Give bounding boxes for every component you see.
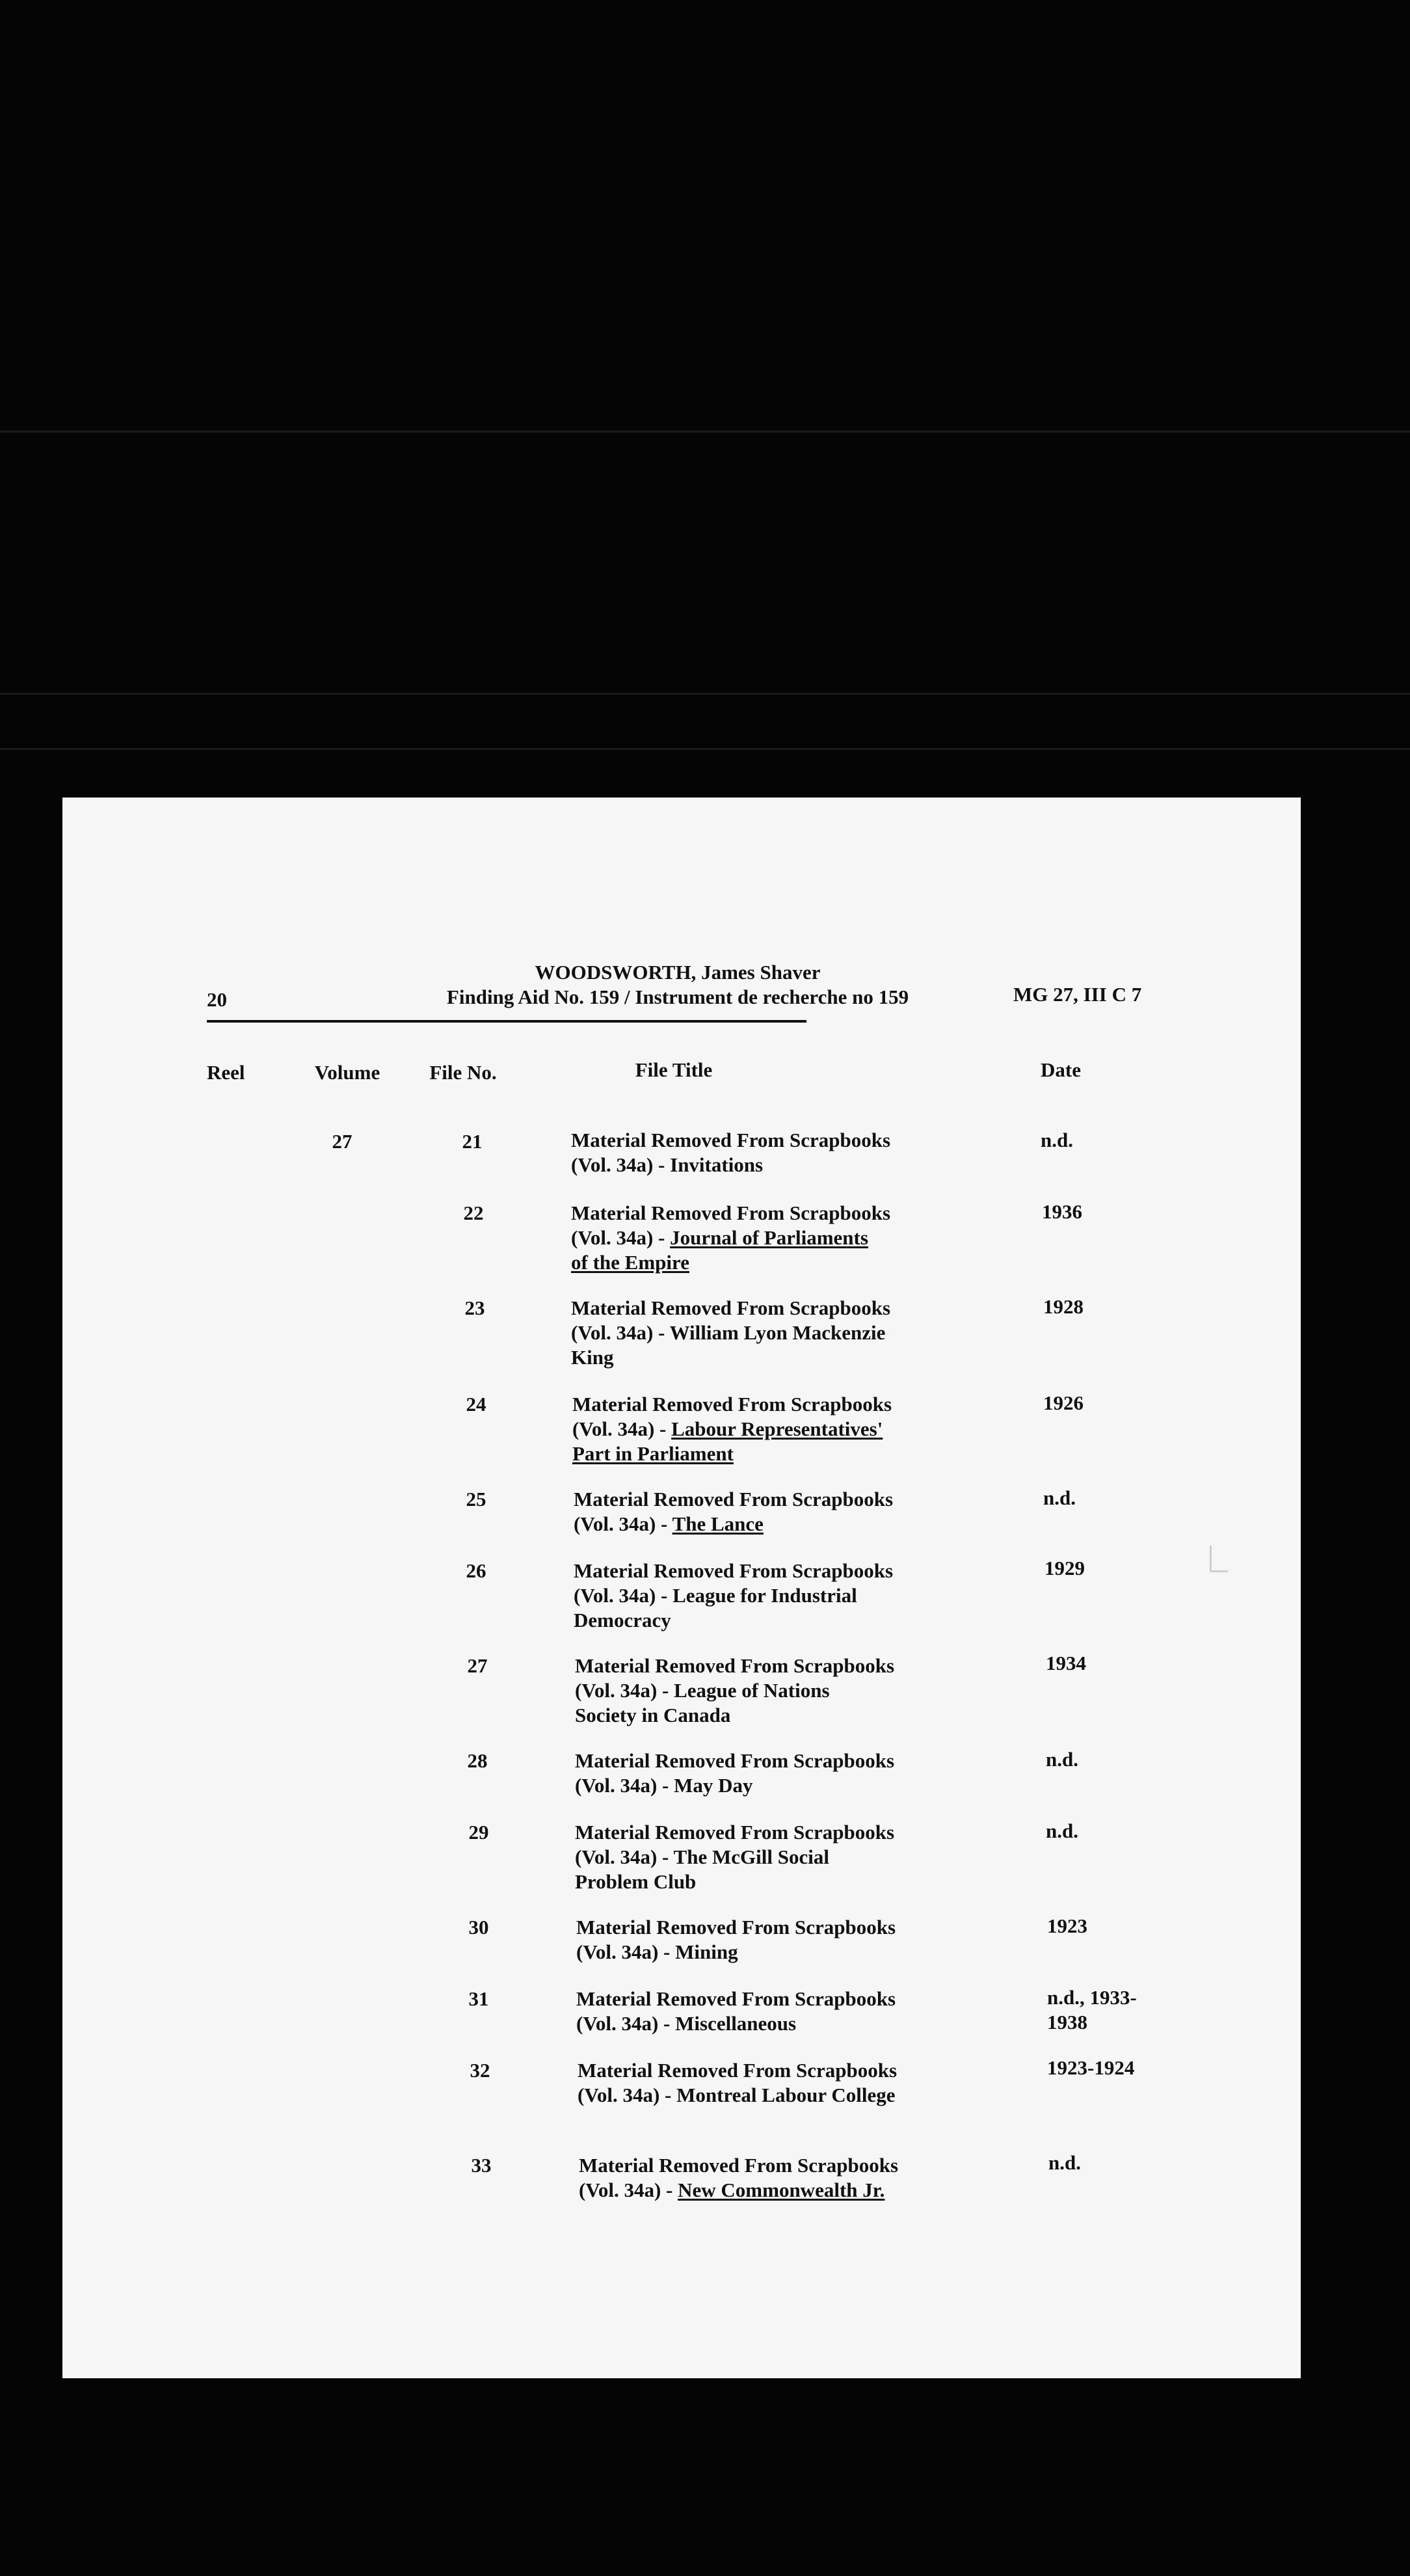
file-no-cell: 23	[464, 1296, 485, 1319]
scan-artifact-line	[0, 431, 1410, 433]
reference-code: MG 27, III C 7	[1013, 983, 1142, 1006]
file-title-line: Material Removed From Scrapbooks	[576, 1916, 896, 1939]
file-title-line: Democracy	[574, 1609, 671, 1631]
file-title-cell	[579, 2153, 943, 2203]
scan-mark	[1210, 1546, 1212, 1572]
file-title-line: Problem Club	[575, 1870, 697, 1893]
file-title-prefix: (Vol. 34a) -	[572, 1417, 672, 1440]
file-title-line: Material Removed From Scrapbooks	[575, 1821, 895, 1844]
date-cell: 1936	[1042, 1200, 1082, 1223]
scan-artifact-line	[0, 693, 1410, 695]
file-no-cell: 24	[466, 1393, 486, 1415]
document-name: WOODSWORTH, James Shaver	[535, 961, 821, 984]
date-cell: 1923	[1047, 1914, 1087, 1937]
date-cell: 1934	[1046, 1652, 1086, 1674]
date-cell	[1047, 1985, 1137, 2035]
file-title-line: (Vol. 34a) - Montreal Labour College	[578, 2084, 896, 2106]
publication-title-continued: of the Empire	[571, 1251, 689, 1274]
file-title-cell	[575, 1654, 939, 1728]
finding-aid-title: Finding Aid No. 159 / Instrument de recherche no 159	[446, 986, 909, 1008]
file-title-line: King	[571, 1346, 614, 1369]
file-title-line: Material Removed From Scrapbooks	[571, 1201, 891, 1224]
document-page	[62, 798, 1301, 2378]
date-cell: 1926	[1043, 1391, 1084, 1414]
file-no-cell: 33	[471, 2154, 492, 2177]
file-title-line: Material Removed From Scrapbooks	[574, 1559, 894, 1582]
column-header-volume: Volume	[314, 1061, 380, 1084]
file-title-line: (Vol. 34a) - Miscellaneous	[576, 2012, 797, 2035]
column-header-file-no: File No.	[429, 1061, 497, 1084]
date-cell: n.d.	[1046, 1748, 1078, 1771]
file-title-line: (Vol. 34a) - League for Industrial	[574, 1584, 857, 1607]
file-title-cell	[571, 1128, 935, 1177]
volume-cell: 27	[332, 1130, 352, 1153]
file-no-cell: 29	[468, 1821, 489, 1844]
column-header-file-title: File Title	[635, 1058, 713, 1081]
publication-title: Journal of Parliaments	[670, 1226, 868, 1249]
file-title-line: (Vol. 34a) - The McGill Social	[575, 1845, 829, 1868]
file-title-line	[571, 1226, 935, 1250]
file-no-cell: 30	[468, 1916, 489, 1939]
scan-mark	[1210, 1570, 1228, 1572]
date-cell: 1929	[1044, 1557, 1085, 1579]
date-line: n.d., 1933-	[1047, 1986, 1137, 2009]
file-title-cell	[575, 1820, 939, 1894]
file-title-line: Material Removed From Scrapbooks	[574, 1488, 894, 1510]
column-header-reel: Reel	[207, 1061, 245, 1084]
file-no-cell: 31	[468, 1987, 489, 2010]
date-cell: 1928	[1043, 1295, 1084, 1318]
page-number: 20	[207, 988, 227, 1011]
file-title-prefix: (Vol. 34a) -	[571, 1226, 671, 1249]
file-title-line: Society in Canada	[575, 1704, 731, 1726]
file-no-cell: 32	[470, 2059, 490, 2082]
file-no-cell: 27	[467, 1654, 488, 1677]
publication-title: New Commonwealth Jr.	[678, 2179, 885, 2201]
file-no-cell: 25	[466, 1488, 486, 1510]
date-cell: n.d.	[1043, 1486, 1076, 1509]
header-rule	[207, 1020, 806, 1023]
publication-title: The Lance	[672, 1512, 764, 1535]
date-cell: n.d.	[1046, 1819, 1078, 1842]
file-title-prefix: (Vol. 34a) -	[579, 2179, 678, 2201]
file-title-cell	[571, 1296, 935, 1370]
file-title-line	[572, 1417, 937, 1442]
file-no-cell: 26	[466, 1559, 486, 1582]
date-cell: n.d.	[1048, 2151, 1081, 2174]
file-title-line: Material Removed From Scrapbooks	[575, 1749, 895, 1772]
file-title-cell	[572, 1392, 937, 1466]
file-no-cell: 28	[467, 1749, 488, 1772]
file-title-cell	[576, 1987, 940, 2036]
file-title-line: Material Removed From Scrapbooks	[571, 1129, 891, 1151]
file-title-line: (Vol. 34a) - William Lyon Mackenzie	[571, 1321, 886, 1344]
file-title-cell	[574, 1487, 938, 1536]
file-title-line: (Vol. 34a) - League of Nations	[575, 1679, 830, 1702]
file-title-prefix: (Vol. 34a) -	[574, 1512, 672, 1535]
file-title-cell	[576, 1915, 940, 1965]
scan-artifact-line	[0, 748, 1410, 750]
file-title-line: Material Removed From Scrapbooks	[571, 1296, 891, 1319]
file-title-line: (Vol. 34a) - Invitations	[571, 1153, 764, 1176]
file-title-line: Material Removed From Scrapbooks	[575, 1654, 895, 1677]
file-title-line: Material Removed From Scrapbooks	[578, 2059, 898, 2082]
publication-title-continued: Part in Parliament	[572, 1442, 734, 1465]
publication-title: Labour Representatives'	[671, 1417, 883, 1440]
file-title-line	[574, 1512, 938, 1536]
file-no-cell: 21	[462, 1130, 483, 1153]
file-title-line: Material Removed From Scrapbooks	[579, 2154, 899, 2177]
file-title-cell	[578, 2058, 942, 2108]
file-title-line: Material Removed From Scrapbooks	[576, 1987, 896, 2010]
file-title-line: (Vol. 34a) - Mining	[576, 1940, 738, 1963]
file-title-cell	[571, 1201, 935, 1275]
date-cell: n.d.	[1041, 1129, 1073, 1151]
file-no-cell: 22	[463, 1201, 484, 1224]
file-title-line: (Vol. 34a) - May Day	[575, 1774, 753, 1797]
file-title-cell	[575, 1749, 939, 1798]
column-header-date: Date	[1041, 1058, 1081, 1081]
file-title-line: Material Removed From Scrapbooks	[572, 1393, 892, 1415]
date-cell: 1923-1924	[1047, 2056, 1135, 2079]
file-title-cell	[574, 1559, 938, 1633]
date-line: 1938	[1047, 2011, 1087, 2033]
file-title-line	[579, 2178, 943, 2203]
